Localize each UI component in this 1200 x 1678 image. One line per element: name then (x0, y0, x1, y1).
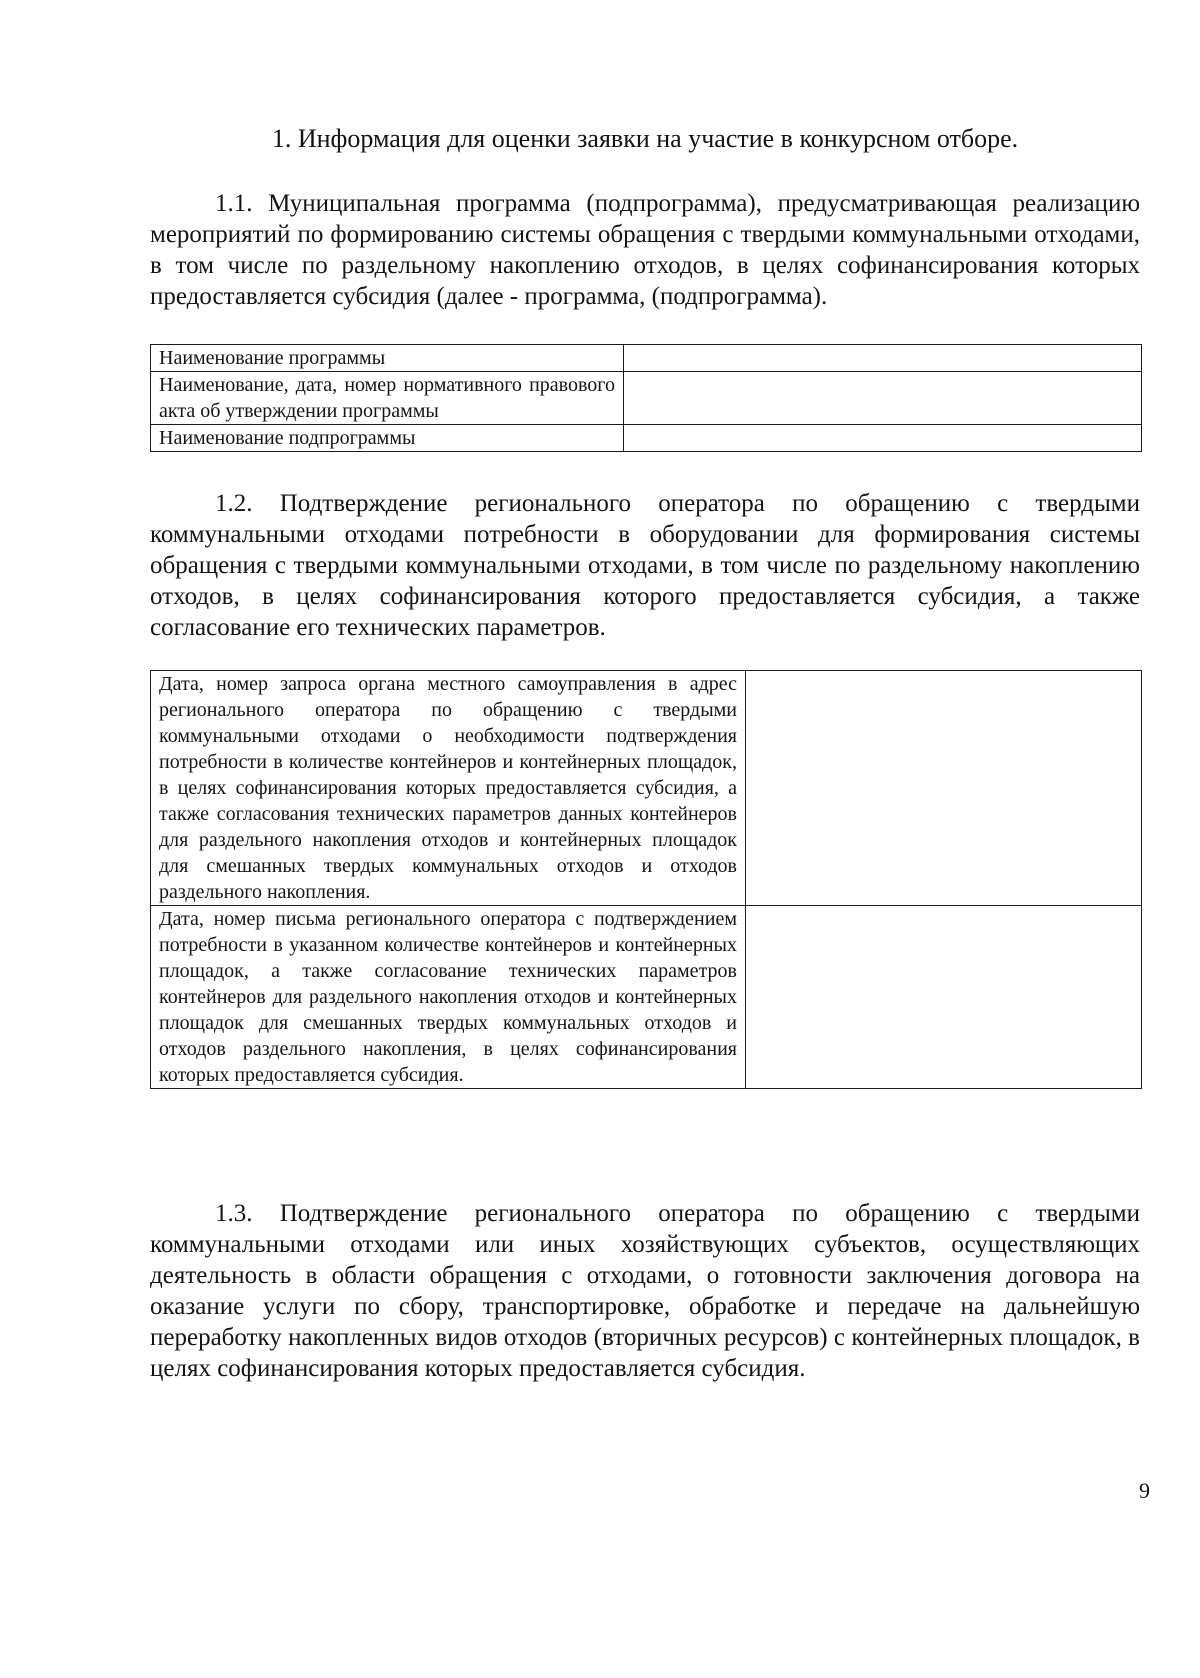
table-row (151, 345, 1142, 372)
table-cell-value (624, 345, 1142, 372)
section-1-1-paragraph: 1.1. Муниципальная программа (подпрограмма), предусматривающая реализацию мероприятий по формированию системы обращения с твердыми коммунальными отходами, в том числе по раздельному накоплению отходов, в целях софинансирования которых предоставляется субсидия (далее - программа, (подпрограмма). (150, 190, 1140, 310)
table-cell-label: Дата, номер письма регионального оператора с подтверждением потребности в указанном количестве контейнеров и контейнерных площадок, а также согласование технических параметров контейнеров для раздельного накопления отходов и контейнерных площадок для смешанных твердых коммунальных отходов и отходов раздельного накопления, в целях софинансирования которых предоставляется субсидия. (151, 906, 746, 1089)
table-cell-label: Наименование, дата, номер нормативного правового акта об утверждении программы (151, 372, 624, 425)
section-heading: 1. Информация для оценки заявки на участие в конкурсном отборе. (271, 124, 1019, 153)
table-cell-label: Дата, номер запроса органа местного самоуправления в адрес регионального оператора по обращению с твердыми коммунальными отходами о необходимости подтверждения потребности в количестве контейнеров и контейнерных площадок, в целях софинансирования которых предоставляется субсидия, а также согласования технических параметров данных контейнеров для раздельного накопления отходов и контейнерных площадок для смешанных твердых коммунальных отходов и отходов раздельного накопления. (151, 671, 746, 906)
table-cell-value (746, 906, 1142, 1089)
table-cell-label: Наименование подпрограммы (151, 425, 624, 452)
table-cell-value (746, 671, 1142, 906)
page-number: 9 (1139, 1478, 1150, 1503)
table-row (151, 425, 1142, 452)
table-row (151, 906, 1142, 1089)
program-info-table (150, 344, 1142, 452)
table-cell-value (624, 425, 1142, 452)
table-cell-label: Наименование программы (151, 345, 624, 372)
section-1-2-paragraph: 1.2. Подтверждение регионального оператора по обращению с твердыми коммунальными отходами потребности в оборудовании для формирования системы обращения с твердыми коммунальными отходами, в том числе по раздельному накоплению отходов, в целях софинансирования которого предоставляется субсидия, а также согласование его технических параметров. (150, 490, 1140, 641)
table-cell-value (624, 372, 1142, 425)
section-1-3-paragraph: 1.3. Подтверждение регионального оператора по обращению с твердыми коммунальными отходами или иных хозяйствующих субъектов, осуществляющих деятельность в области обращения с отходами, о готовности заключения договора на оказание услуги по сбору, транспортировке, обработке и передаче на дальнейшую переработку накопленных видов отходов (вторичных ресурсов) с контейнерных площадок, в целях софинансирования которых предоставляется субсидия. (150, 1200, 1140, 1382)
operator-confirmation-table (150, 670, 1142, 1089)
table-row (151, 372, 1142, 425)
table-row (151, 671, 1142, 906)
